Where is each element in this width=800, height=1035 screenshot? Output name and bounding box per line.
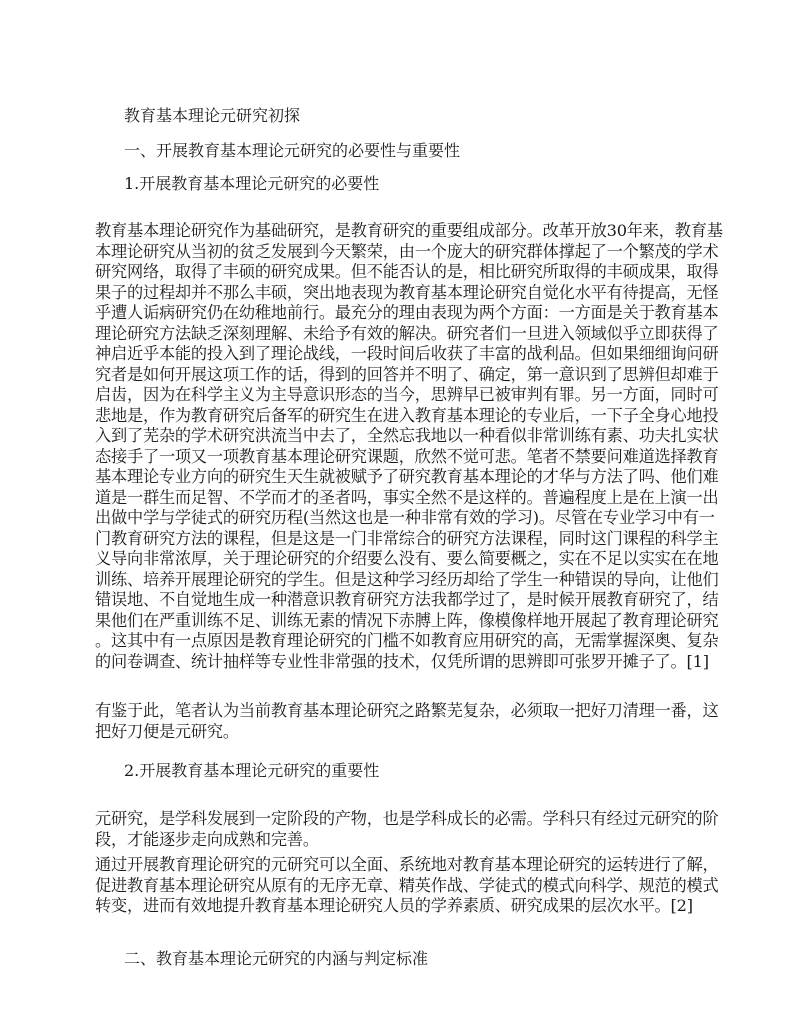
document-title: 教育基本理论元研究初探 xyxy=(124,106,301,125)
text-line: 乎遭人诟病研究仍在幼稚地前行。最充分的理由表现为两个方面：一方面是关于教育基本 xyxy=(95,303,719,322)
text-line: 神启近乎本能的投入到了理论战线，一段时间后收获了丰富的战利品。但如果细细询问研 xyxy=(95,344,719,363)
text-line: 把好刀便是元研究。 xyxy=(95,721,239,741)
paragraph-3 xyxy=(95,809,719,850)
text-line: 果他们在严重训练不足、训练无素的情况下赤膊上阵，像模像样地开展起了教育理论研究 xyxy=(95,610,719,630)
text-line: 研究网络，取得了丰硕的研究成果。但不能否认的是，相比研究所取得的丰硕成果，取得 xyxy=(95,262,719,281)
section-heading-2: 二、教育基本理论元研究的内涵与判定标准 xyxy=(124,949,429,968)
text-line: 启齿，因为在科学主义为主导意识形态的当今，思辨早已被审判有罪。另一方面，同时可 xyxy=(95,385,719,404)
text-line: 出做中学与学徒式的研究历程(当然这也是一种非常有效的学习)。尽管在专业学习中有一 xyxy=(95,508,715,527)
text-line: 元研究，是学科发展到一定阶段的产物，也是学科成长的必需。学科只有经过元研究的阶 xyxy=(95,809,719,828)
section-heading-1: 一、开展教育基本理论元研究的必要性与重要性 xyxy=(124,141,461,160)
paragraph-4 xyxy=(95,855,719,917)
text-line: 教育基本理论研究作为基础研究，是教育研究的重要组成部分。改革开放30年来，教育基 xyxy=(95,221,723,240)
text-line: 促进教育基本理论研究从原有的无序无章、精英作战、学徒式的模式向科学、规范的模式 xyxy=(95,875,719,895)
text-line: 的问卷调查、统计抽样等专业性非常强的技术，仅凭所谓的思辨即可张罗开摊子了。[1] xyxy=(95,651,709,671)
text-line: 态接手了一项又一项教育基本理论研究课题，欣然不觉可悲。笔者不禁要问难道选择教育 xyxy=(95,446,719,466)
text-line: 果子的过程却并不那么丰硕，突出地表现为教育基本理论研究自觉化水平有待提高，无怪 xyxy=(95,282,719,302)
text-line: 究者是如何开展这项工作的话，得到的回答并不明了、确定，第一意识到了思辨但却难于 xyxy=(95,364,719,384)
text-line: 段，才能逐步走向成熟和完善。 xyxy=(95,829,319,849)
text-line: 义导向非常浓厚，关于理论研究的介绍要么没有、要么简要概之，实在不足以实实在在地 xyxy=(95,549,719,568)
text-line: 道是一群生而足智、不学而才的圣者吗，事实全然不是这样的。普遍程度上是在上演一出 xyxy=(95,487,719,507)
subheading-1-1: 1.开展教育基本理论元研究的必要性 xyxy=(124,174,380,193)
text-line: 悲地是，作为教育研究后备军的研究生在进入教育基本理论的专业后，一下子全身心地投 xyxy=(95,405,719,425)
text-line: 本理论研究从当初的贫乏发展到今天繁荣，由一个庞大的研究群体撑起了一个繁茂的学术 xyxy=(95,241,719,261)
text-line: 通过开展教育理论研究的元研究可以全面、系统地对教育基本理论研究的运转进行了解， xyxy=(95,855,719,874)
paragraph-2 xyxy=(95,701,719,742)
paragraph-1 xyxy=(95,221,723,672)
text-line: 。这其中有一点原因是教育理论研究的门槛不如教育应用研究的高，无需掌握深奥、复杂 xyxy=(95,631,719,650)
text-line: 训练、培养开展理论研究的学生。但是这种学习经历却给了学生一种错误的导向，让他们 xyxy=(95,569,719,589)
text-line: 门教育研究方法的课程，但是这是一门非常综合的研究方法课程，同时这门课程的科学主 xyxy=(95,528,719,548)
text-line: 入到了芜杂的学术研究洪流当中去了，全然忘我地以一种看似非常训练有素、功夫扎实状 xyxy=(95,426,719,445)
text-line: 理论研究方法缺乏深刻理解、未给予有效的解决。研究者们一旦进入领域似乎立即获得了 xyxy=(95,323,719,343)
text-line: 错误地、不自觉地生成一种潜意识教育研究方法我都学过了，是时候开展教育研究了，结 xyxy=(95,590,719,609)
subheading-1-2: 2.开展教育基本理论元研究的重要性 xyxy=(124,761,380,780)
text-line: 转变，进而有效地提升教育基本理论研究人员的学养素质、研究成果的层次水平。[2] xyxy=(95,896,693,915)
text-line: 有鉴于此，笔者认为当前教育基本理论研究之路繁芜复杂，必须取一把好刀清理一番，这 xyxy=(95,701,719,720)
text-line: 基本理论专业方向的研究生天生就被赋予了研究教育基本理论的才华与方法了吗、他们难 xyxy=(95,467,719,486)
